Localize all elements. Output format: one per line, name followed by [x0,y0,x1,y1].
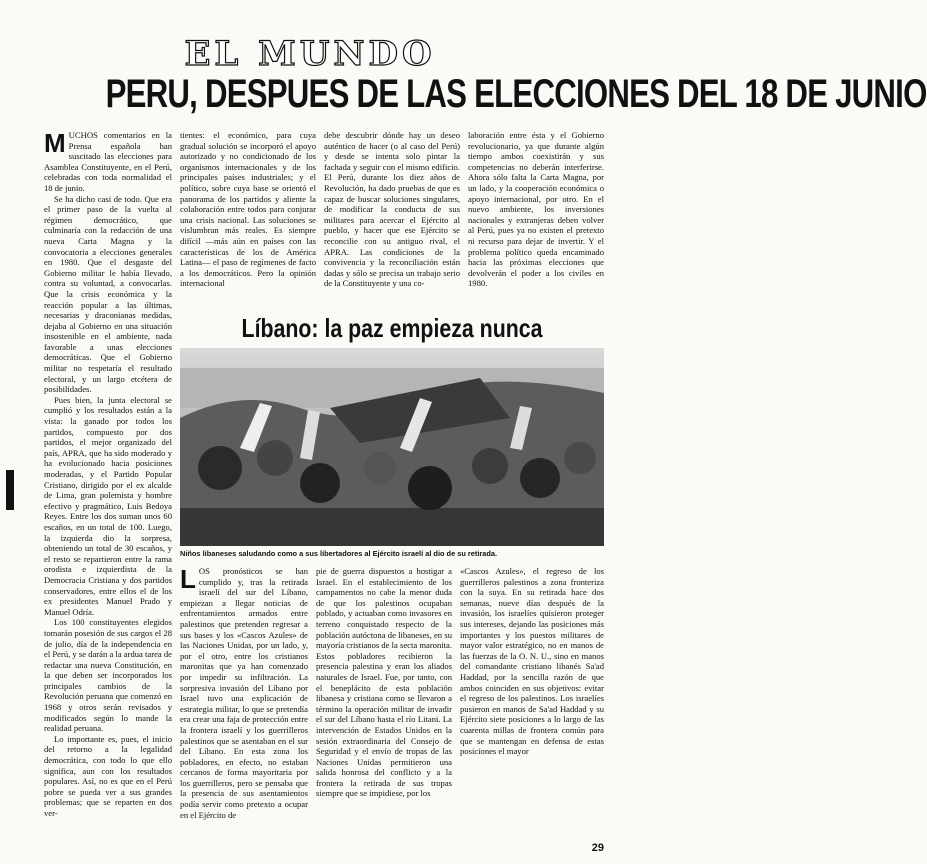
paragraph: Lo importante es, pues, el inicio del retorno a la legalidad democrática, con todo lo que ello significa, aun con los resultados populares. Así, no es que en el Perú pobre se pueda ver a sus grandes problemas; que se reparten en dos ver- [44,733,172,818]
dropcap: M [44,128,66,158]
dropcap: L [180,564,196,594]
peru-column-3: debe descubrir dónde hay un deseo auténtico de hacer (o al caso del Perú) y desde se intenta solo pintar la fachada y seguir con el mismo edificio. El Perú, durante los diez años de Revolución, ha dado pruebas de que es capaz de buscar soluciones singulares, de modificar la conducta de sus militares para acercar el Ejército al pueblo, y hacer que ese Ejército se reconcilie con su antiguo rival, el APRA. Las condiciones de la convivencia y la reconciliación están dadas y sólo se precisa un trabajo serio de la Constituyente y una co- [324,130,460,289]
paragraph: OS pronósticos se han cumplido y, tras la retirada israelí del sur del Líbano, empiezan a llegar noticias de enfrentamientos armados entre palestinos que pretenden regresar a sus bases y los «Cascos Azules» de las Naciones Unidas, por un lado, y, por el otro, entre los cristianos maronitas que ya han comenzado por impedir su infiltración. La sorpresiva invasión del Líbano por Israel tuvo una explicación de estrategia militar, lo que se pretendía era crear una faja de protección entre la frontera israelí y los guerrilleros palestinos que se asentaban en el sur del Líbano. En esta zona los pobladores, en efecto, no estaban cercanos de forma mayoritaria por los guerrilleros, pero se pensaba que la presencia de sus asentamientos podía servir como pretexto a ocupar en el Ejército de [180,566,308,820]
lebanon-column-3: «Cascos Azules», el regreso de los guerrilleros palestinos a zona fronteriza con la suya. En su retirada hace dos semanas, nueve días después de la invasión, los israelíes quisieron proteger sus intereses, dejando las posiciones más importantes y los puestos militares de mayor valor estratégico, no en manos de las fuerzas de la O. N. U., sino en manos del comandante cristiano libanés Sa'ad Haddad, por la sencilla razón de que ambos coinciden en sus objetivos: evitar el regreso de los palestinos. Los israelíes pusieron en manos de Sa'ad Haddad y su Ejército siete posiciones a lo largo de las cuarenta millas de frontera común para que se mantengan en defensa de estas posiciones el mayor [460,566,604,757]
crowd-photo-illustration [180,348,604,546]
lebanon-headline: Líbano: la paz empieza nunca [241,313,543,343]
peru-column-1 [44,130,172,840]
section-title: EL MUNDO [184,34,436,74]
lebanon-column-1 [180,566,308,844]
peru-column-4: laboración entre ésta y el Gobierno revolucionario, ya que durante algún tiempo ambos coexistirán y sus competencias no deberán interferirse. Ahora sólo falta la Carta Magna, por un lado, y la cooperación económica o apoyo internacional, por otro. En el nuevo ambiente, los inversiones nacionales y extranjeras deben volver al Perú, pues ya no existen el pretexto ni recurso para dejar de invertir. Y el problema político queda encaminado hacia las próximas elecciones que devolverán el poder a los civiles en 1980. [468,130,604,289]
page-headline: PERU, DESPUES DE LAS ELECCIONES DEL 18 DE JUNIO [105,72,927,116]
paragraph: UCHOS comentarios en la Prensa española han suscitado las elecciones para Asamblea Constituyente, en el Perú, celebradas con toda normalidad el 18 de junio. [44,130,172,193]
page-number: 29 [591,842,604,854]
paragraph: Pues bien, la junta electoral se cumplió y los resultados están a la vista: la ganado por todos los partidos, compuesto por dos partidos, el mejor organizado del país, APRA, que ha sido moderado y ha evolucionado hacia posiciones moderadas, y el Partido Popular Cristiano, dirigido por el ex alcalde de Lima, gran polemista y hombre efectivo y pragmático, Luis Bedoya Reyes. Entre los dos suman unos 60 escaños, en un total de 100. Luego, la izquierda dio la sorpresa, obteniendo un total de 30 escaños, y el resto se repartieron entre la rama orodista e izquierdista de la Democracia Cristiana y dos partidos conservadores, entre ellos el de los ex presidentes Manuel Prado y Manuel Odría. [44,394,172,617]
paragraph: Se ha dicho casi de todo. Que era el primer paso de la vuelta al régimen democrático, que culminaría con la redacción de una nueva Carta Magna y la convocatoria a elecciones generales en 1980. Que el desgaste del Gobierno militar le había llevado, contra su voluntad, a convocarlas. Que la crisis económica y la reacción popular a las últimas, necesarias y draconianas medidas, dejaba al Gobierno en una situación insostenible en el ambiente, nada favorable a unas elecciones democráticas. Que el Gobierno militar no respetaría el resultado electoral, y un largo etcétera de posibilidades. [44,193,172,395]
lebanon-column-2: pie de guerra dispuestos a hostigar a Israel. En el establecimiento de los campamentos no cabe la menor duda de que los palestinos ocupaban poblado, y actuaban como invasores en terreno conquistado respecto de la población autóctona de libaneses, en su mayoría cristianos de la secta maronita. Estos pobladores recibieron la presencia palestina y eran los aliados naturales de Israel. Fue, por tanto, con el beneplácito de esta población libanesa y cristiana como se llevaron a término la operación militar de invadir el sur del Líbano hasta el río Litani. La intervención de Estados Unidos en la sesión extraordinaria del Consejo de Seguridad y el envío de tropas de las Naciones Unidas permitieron una salida honrosa del conflicto y a la frontera la retirada de sus tropas siempre que se impidiese, por los [316,566,453,799]
photo-caption: Niños libaneses saludando como a sus libertadores al Ejército israelí al dio de su retirada. [180,549,498,558]
margin-marker [6,470,14,510]
news-photo [180,348,604,546]
peru-column-2: tientes: el económico, para cuya gradual solución se incorporó el apoyo autorizado y no condicionado de los organismos internacionales y de los principales países industriales; y el político, sobre cuya base se orientó el panorama de los partidos y aliente la colaboración entre todos para conjurar una crisis nacional. Las soluciones se vislumbran más reales. Es siempre difícil —más aún en países con las características de los de América Latina— el paso de regímenes de facto a los democráticos. Pero la opinión internacional [180,130,316,289]
paragraph: Los 100 constituyentes elegidos tomarán posesión de sus cargos el 28 de julio, día de la independencia en el Perú, y se darán a la ardua tarea de redactar una nueva Constitución, en la que deben ser incorporados los principales cambios de la Revolución peruana que comenzó en 1968 y otros serán revisados y modificados según lo mande la realidad peruana. [44,617,172,734]
